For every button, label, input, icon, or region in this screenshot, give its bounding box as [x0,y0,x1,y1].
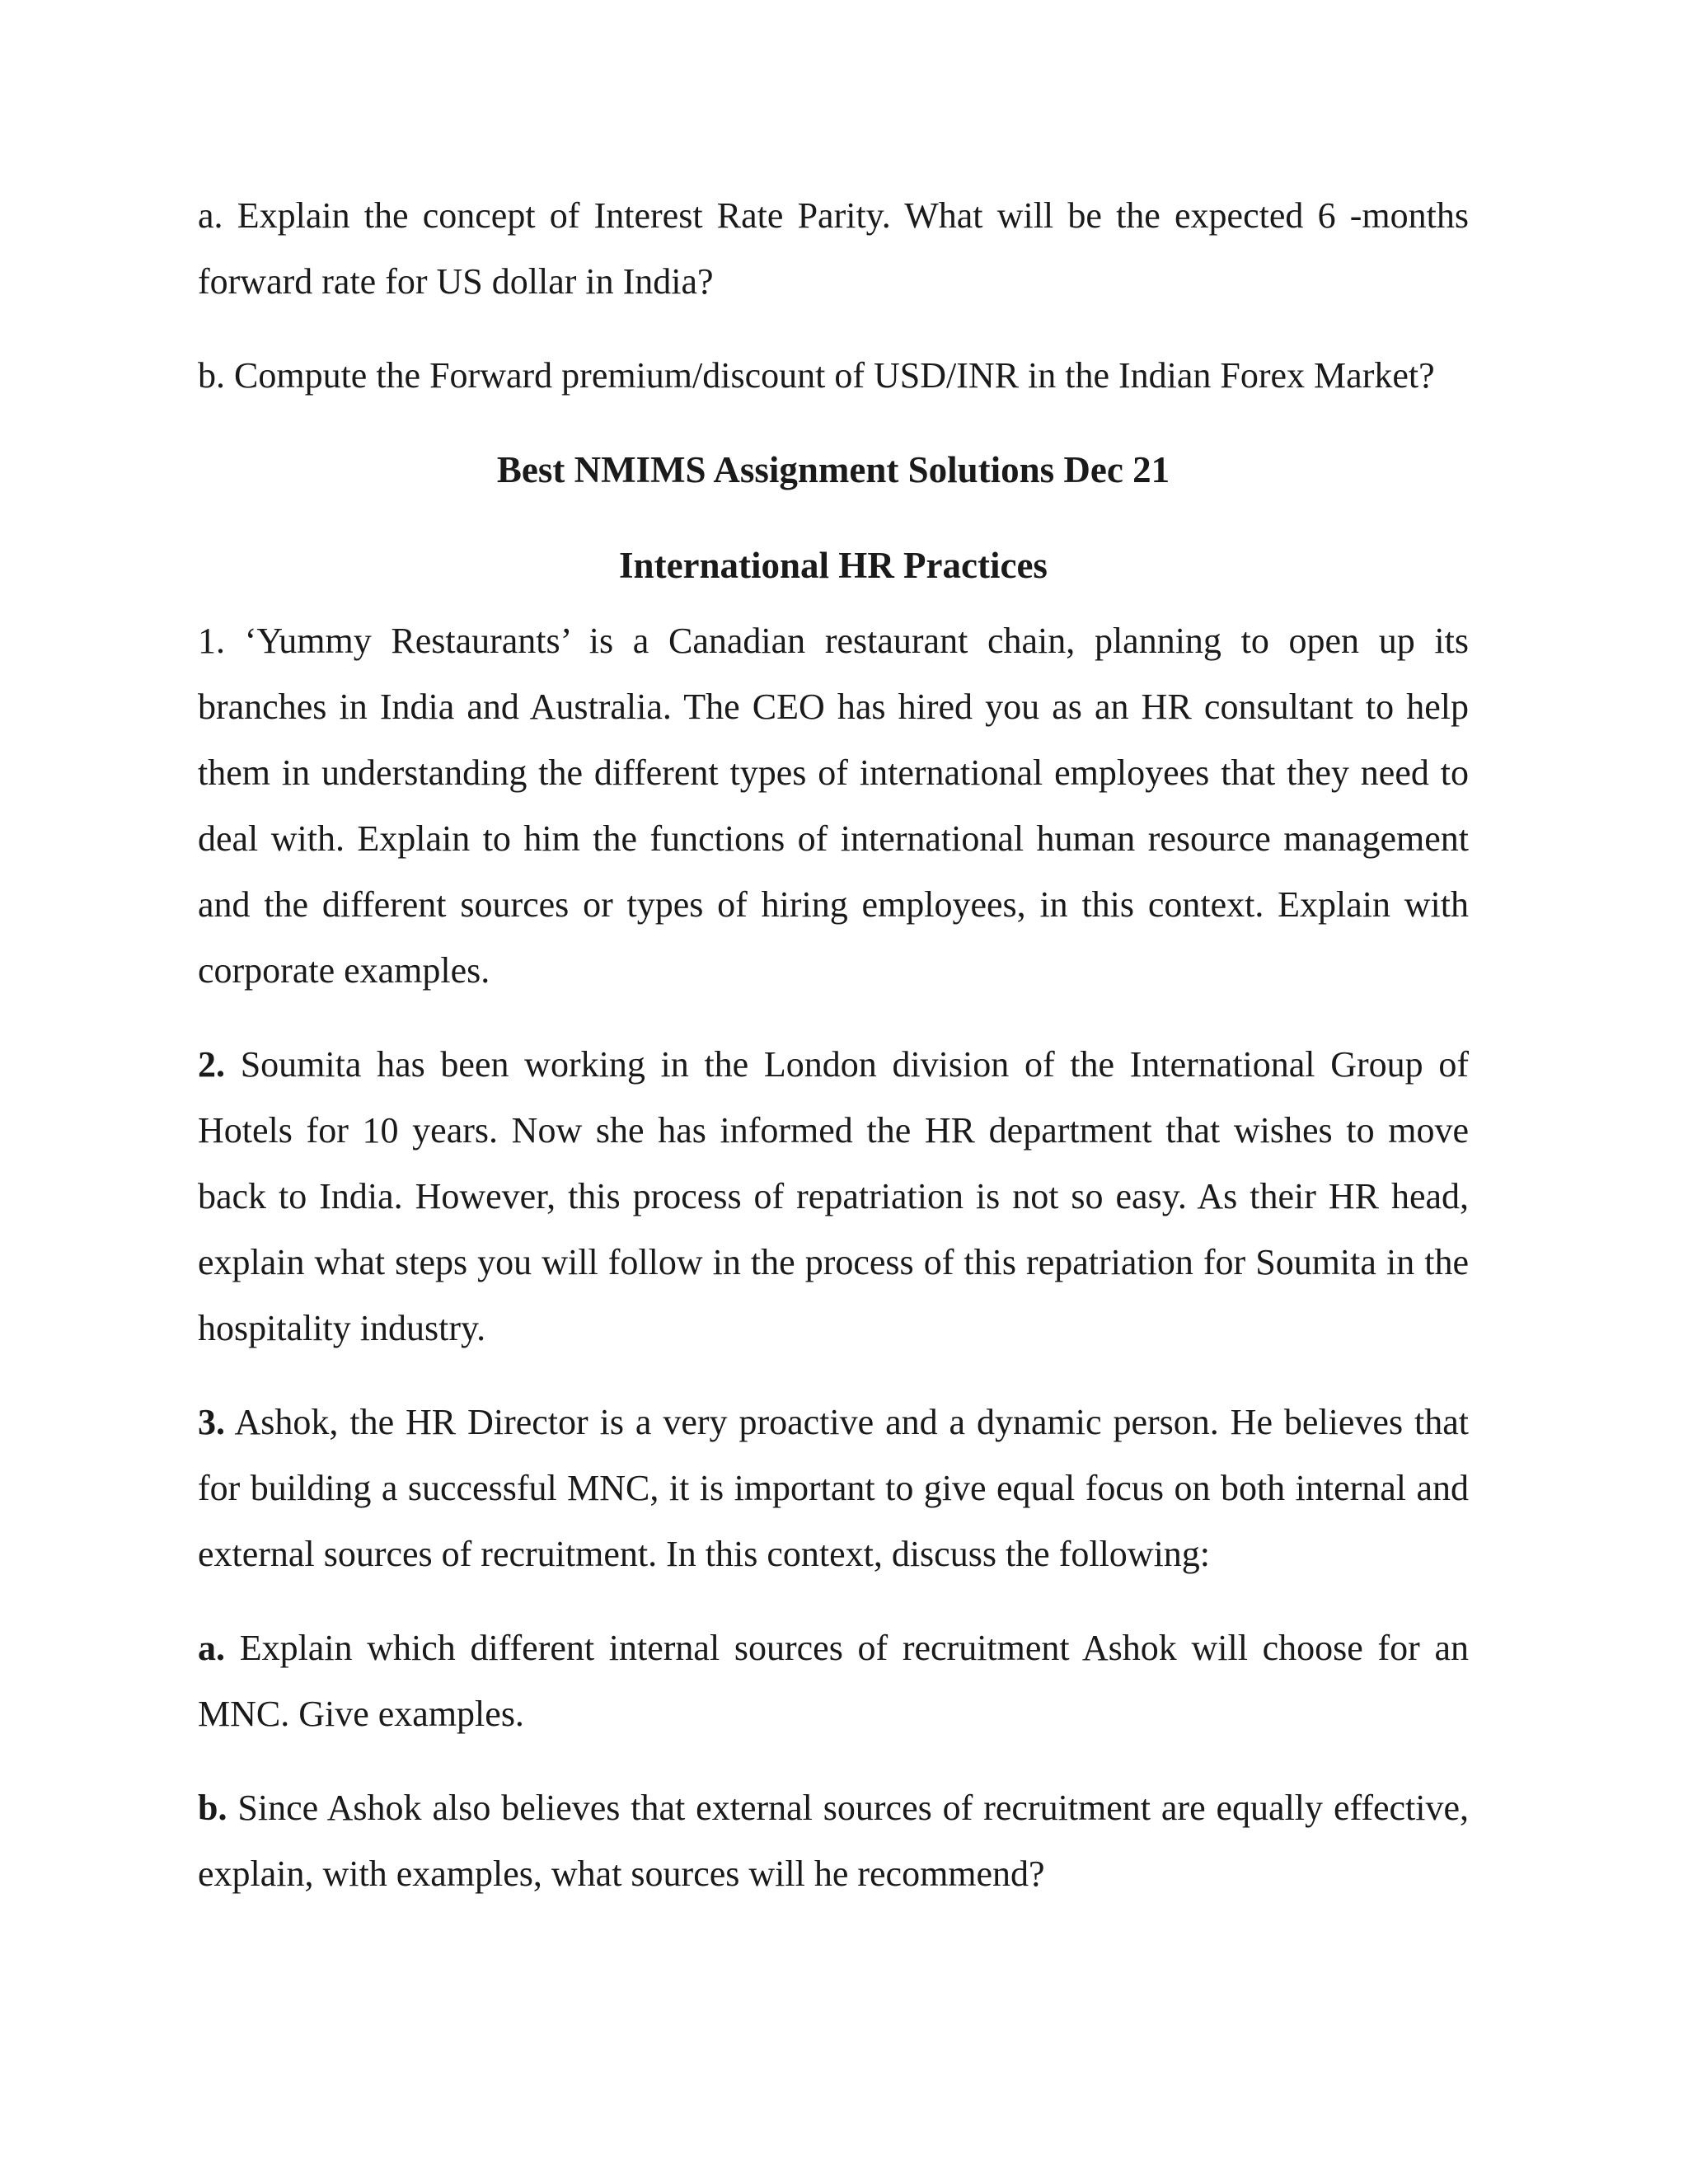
question-2-text: Soumita has been working in the London division of the International Group of Hotels for 10 years. Now she has informed the HR department that wishes to move back to India. However, this process of repatriation is not so easy. As their HR head, explain what steps you will follow in the process of this repatriation for Soumita in the hospitality industry. [198,1044,1470,1348]
sub-question-a-label: a. [198,1628,225,1668]
question-1 [198,608,1469,1004]
sub-question-a-text: Explain which different internal sources of recruitment Ashok will choose for an MNC. Give examples. [198,1628,1469,1734]
sub-question-a [198,1615,1469,1747]
subject-heading: International HR Practices [619,545,1048,586]
finance-question-b: b. Compute the Forward premium/discount of USD/INR in the Indian Forex Market? [198,355,1435,396]
question-2 [198,1032,1469,1361]
page-content [198,183,1469,1935]
sub-question-b-text: Since Ashok also believes that external sources of recruitment are equally effective, explain, with examples, what sources will he recommend? [198,1788,1470,1894]
question-2-label: 2. [198,1044,225,1085]
question-1-label: 1. [198,621,225,661]
sub-question-b-label: b. [198,1788,227,1828]
sub-question-b [198,1775,1469,1907]
question-3-text: Ashok, the HR Director is a very proactive and a dynamic person. He believes that for building a successful MNC, it is important to give equal focus on both internal and external sources of recruitment. In this context, discuss the following: [198,1402,1469,1574]
question-3-label: 3. [198,1402,225,1442]
question-1-text: ‘Yummy Restaurants’ is a Canadian restaurant chain, planning to open up its branches in India and Australia. The CEO has hired you as an HR consultant to help them in understanding the different types of international employees that they need to deal with. Explain to him the functions of international human resource management and the different sources or types of hiring employees, in this context. Explain with corporate examples. [198,621,1469,991]
question-3 [198,1390,1469,1587]
banner-heading: Best NMIMS Assignment Solutions Dec 21 [496,449,1170,490]
finance-question-a: a. Explain the concept of Interest Rate Parity. What will be the expected 6 -months forward rate for US dollar in India? [198,195,1469,302]
